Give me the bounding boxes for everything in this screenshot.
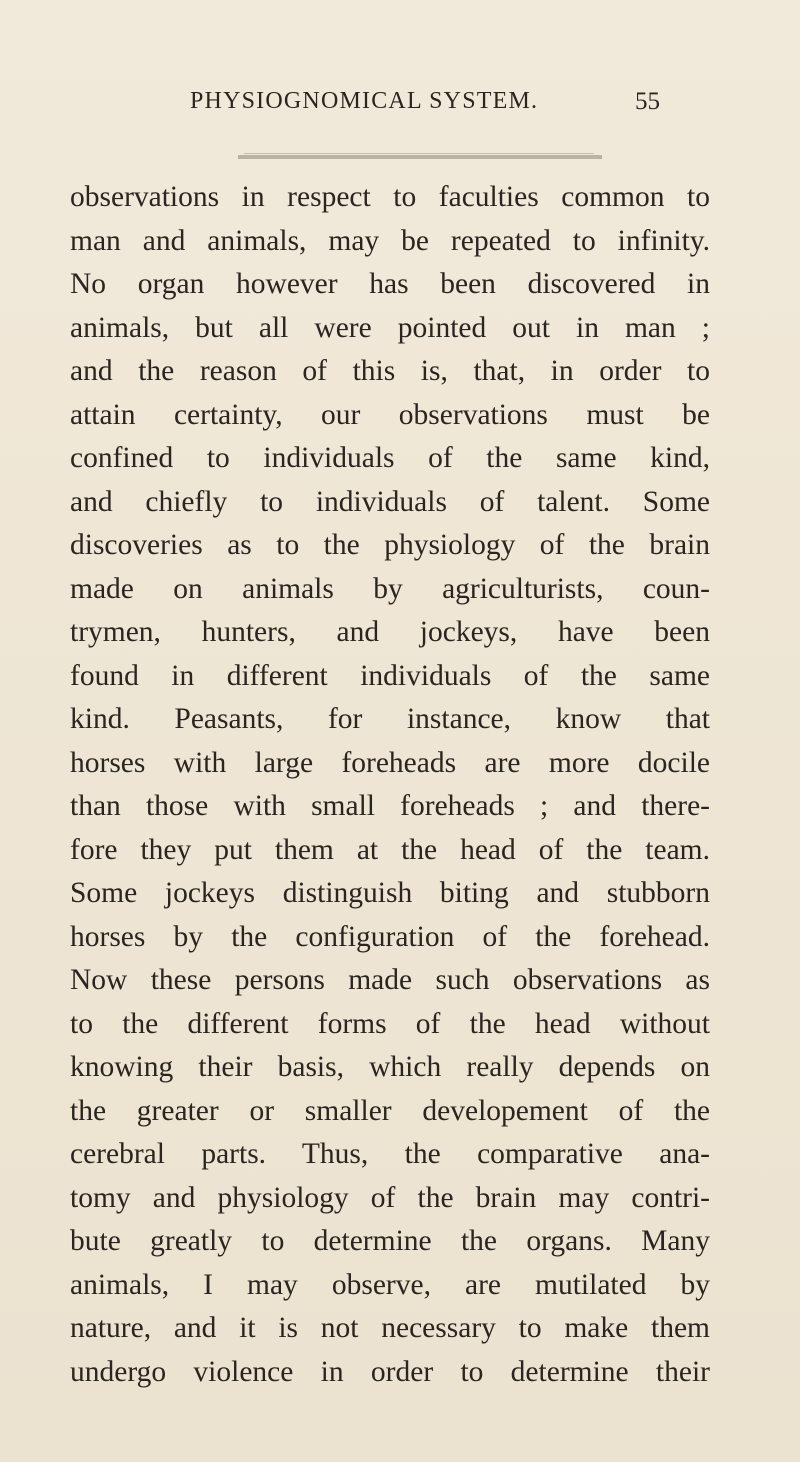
running-title: PHYSIOGNOMICAL SYSTEM. (190, 88, 539, 114)
body-text (70, 176, 710, 1394)
text-line: found in different individuals of the same (70, 659, 710, 692)
running-head (190, 88, 660, 128)
text-line: Some jockeys distinguish biting and stubborn (70, 877, 710, 909)
text-line: kind. Peasants, for instance, know that (70, 703, 710, 735)
text-line: fore they put them at the head of the team. (70, 833, 710, 866)
text-line: and the reason of this is, that, in order to (70, 355, 710, 387)
text-line: to the different forms of the head without (70, 1007, 710, 1040)
text-line: the greater or smaller developement of the (70, 1094, 710, 1127)
text-line: nature, and it is not necessary to make them (70, 1312, 710, 1344)
text-line: observations in respect to faculties common to (70, 181, 710, 213)
text-line: bute greatly to determine the organs. Many (70, 1225, 710, 1257)
text-line: cerebral parts. Thus, the comparative ana- (70, 1138, 710, 1170)
page-number: 55 (635, 88, 660, 115)
text-line: made on animals by agriculturists, coun- (70, 572, 710, 605)
text-line: horses by the configuration of the forehead. (70, 920, 710, 953)
text-line: horses with large foreheads are more docile (70, 746, 710, 779)
text-line: man and animals, may be repeated to infinity. (70, 224, 710, 257)
text-line: animals, but all were pointed out in man ; (70, 311, 710, 344)
text-line: animals, I may observe, are mutilated by (70, 1268, 710, 1301)
text-line: knowing their basis, which really depends on (70, 1051, 710, 1083)
text-line: No organ however has been discovered in (70, 268, 710, 300)
header-rule-thin (244, 153, 594, 154)
text-line: discoveries as to the physiology of the brain (70, 529, 710, 561)
header-rule (238, 155, 602, 159)
text-line: than those with small foreheads ; and there- (70, 790, 710, 822)
text-line: and chiefly to individuals of talent. Some (70, 485, 710, 518)
text-line: trymen, hunters, and jockeys, have been (70, 616, 710, 648)
text-line: confined to individuals of the same kind, (70, 442, 710, 474)
text-line: undergo violence in order to determine their (70, 1355, 710, 1388)
text-line: attain certainty, our observations must be (70, 398, 710, 431)
text-line: tomy and physiology of the brain may contri- (70, 1181, 710, 1214)
text-line: Now these persons made such observations as (70, 964, 710, 996)
